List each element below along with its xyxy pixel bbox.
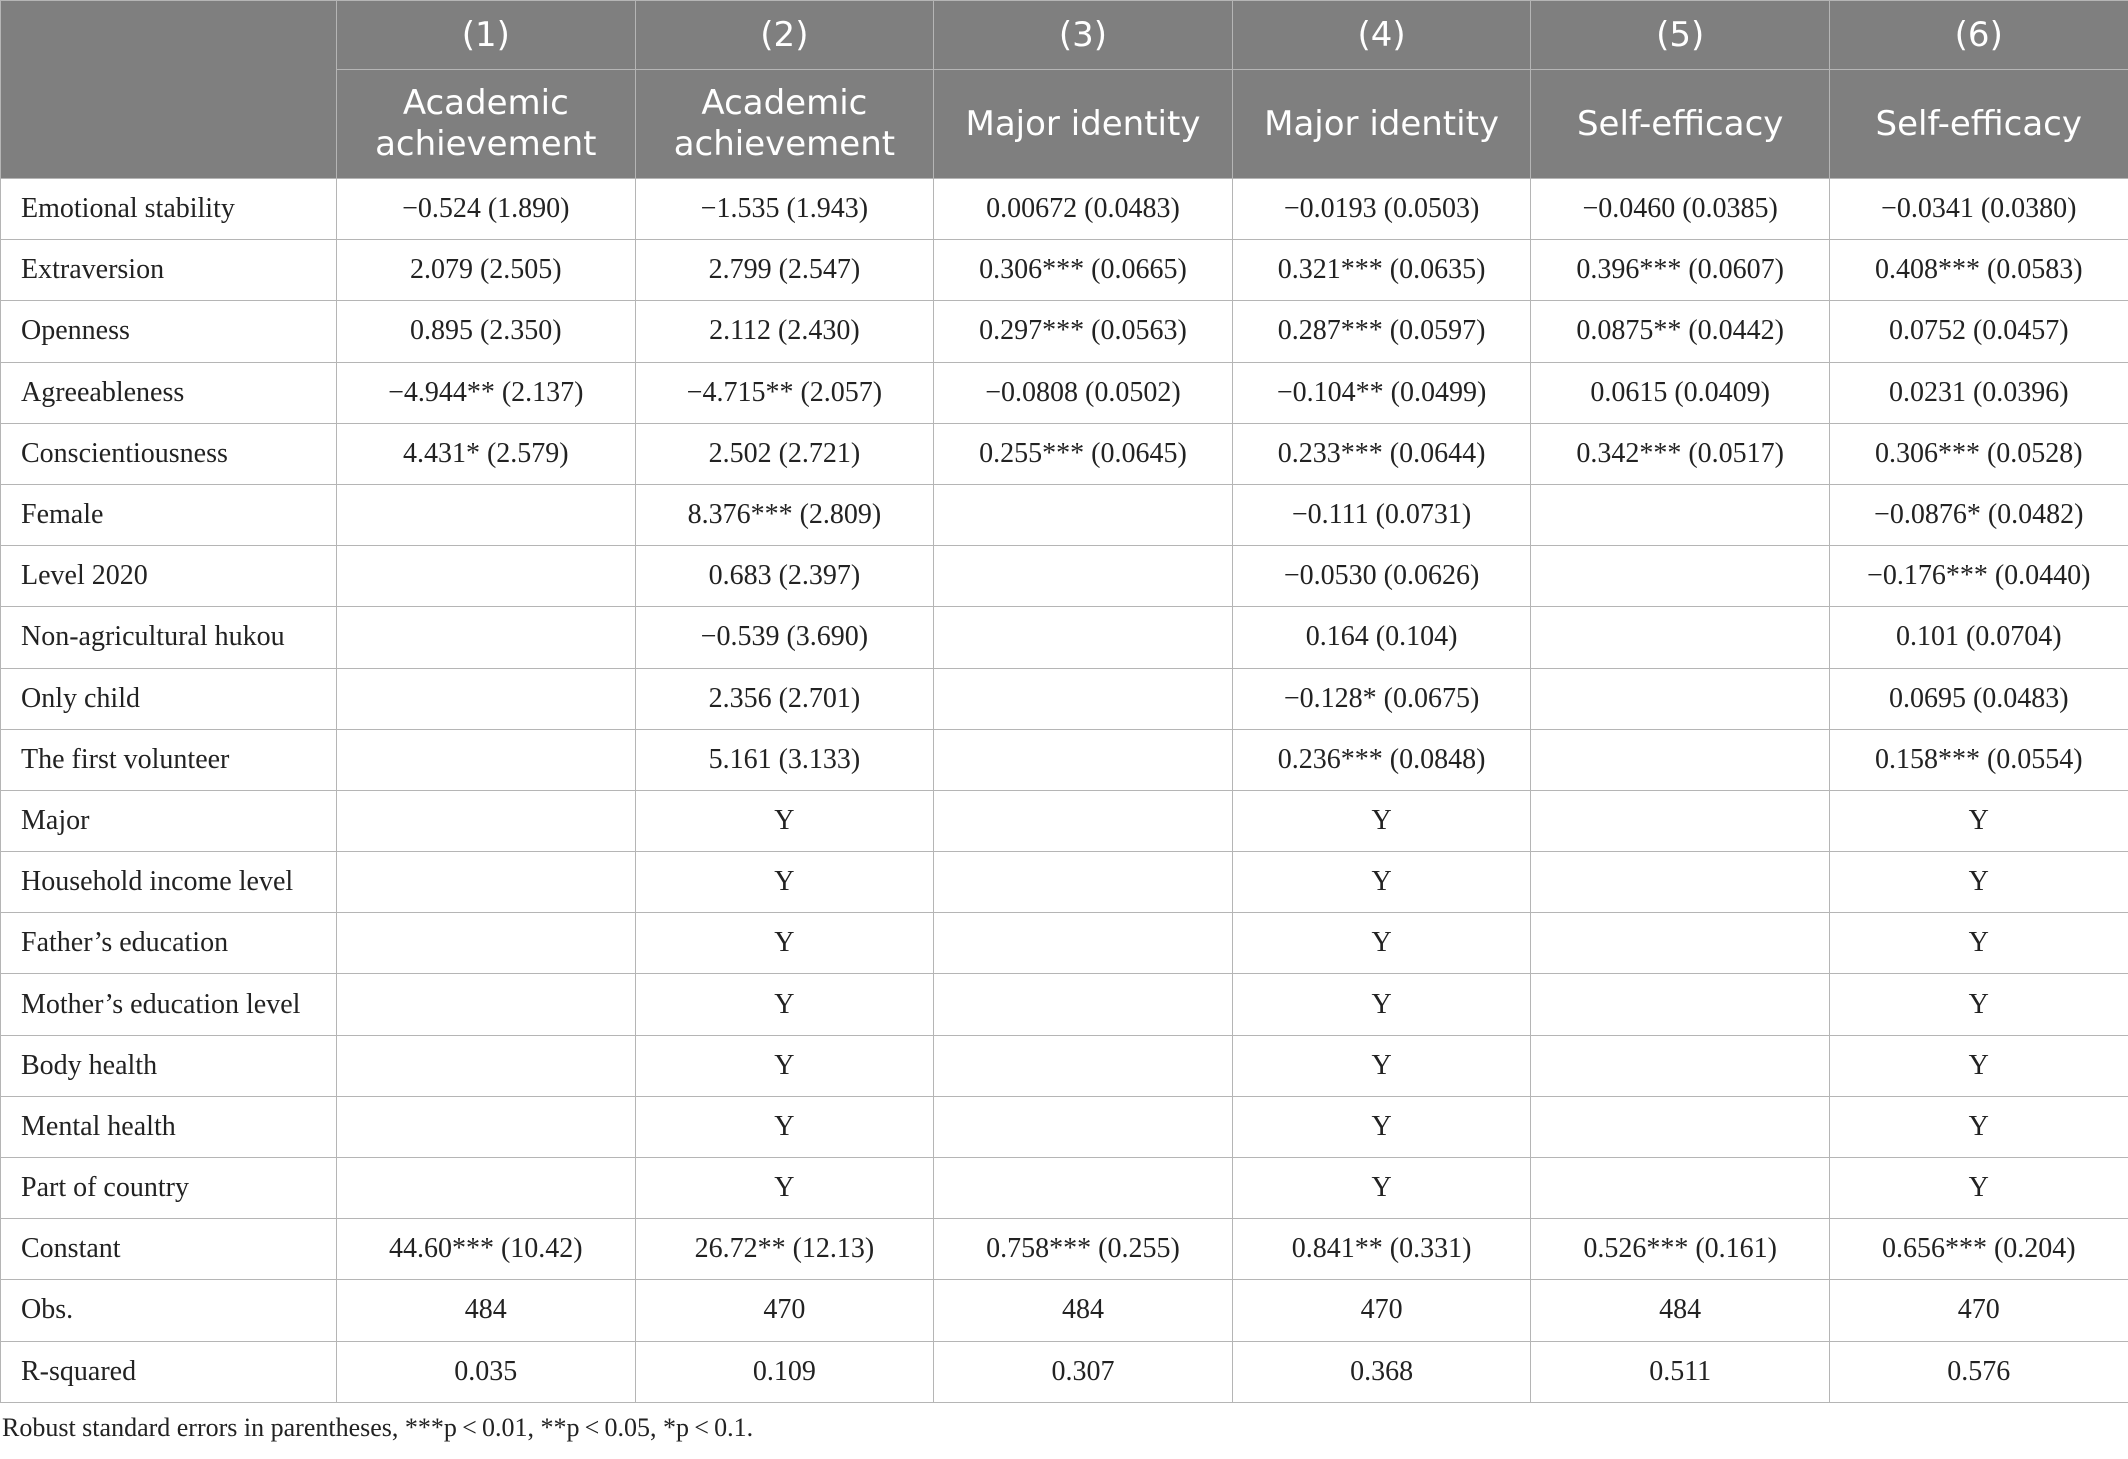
column-number-row xyxy=(1,1,2128,70)
table-cell: 0.158*** (0.0554) xyxy=(1829,729,2128,790)
table-cell: 4.431* (2.579) xyxy=(337,423,636,484)
table-cell: −1.535 (1.943) xyxy=(635,179,934,240)
table-cell xyxy=(934,852,1233,913)
row-label: Constant xyxy=(1,1219,337,1280)
table-cell: 0.758*** (0.255) xyxy=(934,1219,1233,1280)
table-cell xyxy=(934,668,1233,729)
table-cell xyxy=(1531,1158,1830,1219)
table-cell: 0.101 (0.0704) xyxy=(1829,607,2128,668)
row-label: Extraversion xyxy=(1,240,337,301)
table-row xyxy=(1,179,2128,240)
table-cell: 2.112 (2.430) xyxy=(635,301,934,362)
table-cell: 5.161 (3.133) xyxy=(635,729,934,790)
table-row xyxy=(1,607,2128,668)
table-cell: 0.0231 (0.0396) xyxy=(1829,362,2128,423)
table-cell: Y xyxy=(635,1158,934,1219)
table-row xyxy=(1,423,2128,484)
column-number: (1) xyxy=(337,1,636,70)
table-cell xyxy=(934,607,1233,668)
column-number: (5) xyxy=(1531,1,1830,70)
table-cell: 0.00672 (0.0483) xyxy=(934,179,1233,240)
table-cell: 0.306*** (0.0528) xyxy=(1829,423,2128,484)
table-cell: 2.502 (2.721) xyxy=(635,423,934,484)
row-label: R-squared xyxy=(1,1341,337,1402)
table-cell: −0.0460 (0.0385) xyxy=(1531,179,1830,240)
dependent-variable-header: Self-efficacy xyxy=(1531,70,1830,179)
table-cell: Y xyxy=(1232,790,1531,851)
table-cell: Y xyxy=(635,974,934,1035)
table-cell xyxy=(337,729,636,790)
table-row xyxy=(1,362,2128,423)
table-cell xyxy=(1531,913,1830,974)
table-cell: 0.0615 (0.0409) xyxy=(1531,362,1830,423)
row-label: Openness xyxy=(1,301,337,362)
table-cell: Y xyxy=(1232,1096,1531,1157)
table-cell: 2.356 (2.701) xyxy=(635,668,934,729)
table-cell: Y xyxy=(1232,852,1531,913)
table-cell: 484 xyxy=(934,1280,1233,1341)
table-cell: 0.255*** (0.0645) xyxy=(934,423,1233,484)
table-row xyxy=(1,1219,2128,1280)
table-cell xyxy=(1531,852,1830,913)
table-row xyxy=(1,668,2128,729)
table-cell: −0.176*** (0.0440) xyxy=(1829,546,2128,607)
table-cell: −0.104** (0.0499) xyxy=(1232,362,1531,423)
table-row xyxy=(1,240,2128,301)
table-cell xyxy=(1531,1096,1830,1157)
table-cell: Y xyxy=(635,790,934,851)
table-cell: Y xyxy=(1232,974,1531,1035)
table-cell: 0.408*** (0.0583) xyxy=(1829,240,2128,301)
table-cell: 0.895 (2.350) xyxy=(337,301,636,362)
table-cell xyxy=(1531,546,1830,607)
table-cell: 0.656*** (0.204) xyxy=(1829,1219,2128,1280)
table-cell xyxy=(337,484,636,545)
table-cell xyxy=(934,790,1233,851)
table-cell: Y xyxy=(1829,1158,2128,1219)
table-cell: −0.0193 (0.0503) xyxy=(1232,179,1531,240)
row-label: Major xyxy=(1,790,337,851)
table-cell: Y xyxy=(1829,1035,2128,1096)
table-footnote: Robust standard errors in parentheses, ***p < 0.01, **p < 0.05, *p < 0.1. xyxy=(2,1412,754,1442)
table-cell xyxy=(934,484,1233,545)
table-cell: 0.233*** (0.0644) xyxy=(1232,423,1531,484)
table-cell: 0.321*** (0.0635) xyxy=(1232,240,1531,301)
table-cell: Y xyxy=(1232,913,1531,974)
row-label: The first volunteer xyxy=(1,729,337,790)
table-cell: −4.715** (2.057) xyxy=(635,362,934,423)
table-cell: Y xyxy=(1829,790,2128,851)
table-cell: −0.524 (1.890) xyxy=(337,179,636,240)
row-label: Body health xyxy=(1,1035,337,1096)
table-cell: 0.0695 (0.0483) xyxy=(1829,668,2128,729)
table-cell: −0.0341 (0.0380) xyxy=(1829,179,2128,240)
table-row xyxy=(1,546,2128,607)
table-cell: 0.683 (2.397) xyxy=(635,546,934,607)
row-label: Part of country xyxy=(1,1158,337,1219)
table-cell: Y xyxy=(1829,1096,2128,1157)
row-label: Female xyxy=(1,484,337,545)
dependent-variable-header: Major identity xyxy=(1232,70,1531,179)
table-cell xyxy=(934,546,1233,607)
table-cell: 470 xyxy=(1232,1280,1531,1341)
table-cell xyxy=(337,1035,636,1096)
table-cell: −0.0808 (0.0502) xyxy=(934,362,1233,423)
table-cell: 8.376*** (2.809) xyxy=(635,484,934,545)
table-row xyxy=(1,484,2128,545)
table-body xyxy=(1,179,2128,1403)
header-corner-cell xyxy=(1,1,337,179)
table-cell xyxy=(337,852,636,913)
table-cell: −0.0876* (0.0482) xyxy=(1829,484,2128,545)
table-cell: 0.287*** (0.0597) xyxy=(1232,301,1531,362)
table-cell: Y xyxy=(1829,913,2128,974)
table-cell xyxy=(337,546,636,607)
table-cell: Y xyxy=(635,1096,934,1157)
table-cell xyxy=(1531,668,1830,729)
table-row xyxy=(1,1341,2128,1402)
table-cell: −4.944** (2.137) xyxy=(337,362,636,423)
table-cell: 0.576 xyxy=(1829,1341,2128,1402)
table-cell: 0.236*** (0.0848) xyxy=(1232,729,1531,790)
row-label: Obs. xyxy=(1,1280,337,1341)
table-cell: 484 xyxy=(337,1280,636,1341)
table-cell: Y xyxy=(635,852,934,913)
table-cell xyxy=(1531,974,1830,1035)
table-cell xyxy=(337,1158,636,1219)
table-cell xyxy=(934,1035,1233,1096)
table-cell xyxy=(337,607,636,668)
column-number: (6) xyxy=(1829,1,2128,70)
table-cell xyxy=(934,913,1233,974)
table-cell: 470 xyxy=(1829,1280,2128,1341)
table-row xyxy=(1,301,2128,362)
row-label: Mental health xyxy=(1,1096,337,1157)
table-cell: −0.111 (0.0731) xyxy=(1232,484,1531,545)
table-cell: 0.0875** (0.0442) xyxy=(1531,301,1830,362)
table-cell xyxy=(337,1096,636,1157)
table-cell xyxy=(1531,1035,1830,1096)
table-cell: 44.60*** (10.42) xyxy=(337,1219,636,1280)
table-cell: 2.079 (2.505) xyxy=(337,240,636,301)
table-row xyxy=(1,729,2128,790)
row-label: Emotional stability xyxy=(1,179,337,240)
table-cell: −0.0530 (0.0626) xyxy=(1232,546,1531,607)
table-cell xyxy=(1531,790,1830,851)
table-cell: 0.035 xyxy=(337,1341,636,1402)
table-cell: 0.164 (0.104) xyxy=(1232,607,1531,668)
row-label: Mother’s education level xyxy=(1,974,337,1035)
column-number: (2) xyxy=(635,1,934,70)
table-cell: Y xyxy=(635,913,934,974)
table-cell: 0.526*** (0.161) xyxy=(1531,1219,1830,1280)
table-cell xyxy=(1531,729,1830,790)
table-cell: 470 xyxy=(635,1280,934,1341)
column-number: (4) xyxy=(1232,1,1531,70)
table-row xyxy=(1,1158,2128,1219)
row-label: Conscientiousness xyxy=(1,423,337,484)
table-row xyxy=(1,913,2128,974)
table-cell: 0.0752 (0.0457) xyxy=(1829,301,2128,362)
table-cell: Y xyxy=(1232,1158,1531,1219)
table-cell: 2.799 (2.547) xyxy=(635,240,934,301)
row-label: Father’s education xyxy=(1,913,337,974)
table-row xyxy=(1,852,2128,913)
table-row xyxy=(1,1096,2128,1157)
row-label: Only child xyxy=(1,668,337,729)
table-cell xyxy=(1531,607,1830,668)
table-cell xyxy=(337,913,636,974)
table-header xyxy=(1,1,2128,179)
table-cell: −0.539 (3.690) xyxy=(635,607,934,668)
row-label: Level 2020 xyxy=(1,546,337,607)
table-cell xyxy=(934,1158,1233,1219)
table-cell: 26.72** (12.13) xyxy=(635,1219,934,1280)
table-cell xyxy=(934,1096,1233,1157)
table-cell xyxy=(1531,484,1830,545)
table-cell: 0.307 xyxy=(934,1341,1233,1402)
table-row xyxy=(1,974,2128,1035)
table-cell: 0.368 xyxy=(1232,1341,1531,1402)
table-cell: 484 xyxy=(1531,1280,1830,1341)
table-cell xyxy=(337,790,636,851)
table-cell: 0.342*** (0.0517) xyxy=(1531,423,1830,484)
row-label: Household income level xyxy=(1,852,337,913)
table-row xyxy=(1,790,2128,851)
table-cell: 0.511 xyxy=(1531,1341,1830,1402)
table-cell: 0.841** (0.331) xyxy=(1232,1219,1531,1280)
table-cell: 0.306*** (0.0665) xyxy=(934,240,1233,301)
table-cell xyxy=(934,974,1233,1035)
table-cell: 0.109 xyxy=(635,1341,934,1402)
table-cell xyxy=(337,974,636,1035)
table-cell xyxy=(934,729,1233,790)
table-row xyxy=(1,1280,2128,1341)
column-number: (3) xyxy=(934,1,1233,70)
table-cell: 0.396*** (0.0607) xyxy=(1531,240,1830,301)
table-cell: 0.297*** (0.0563) xyxy=(934,301,1233,362)
row-label: Agreeableness xyxy=(1,362,337,423)
row-label: Non-agricultural hukou xyxy=(1,607,337,668)
dependent-variable-header: Academic achievement xyxy=(337,70,636,179)
table-cell: −0.128* (0.0675) xyxy=(1232,668,1531,729)
dependent-variable-header: Self-efficacy xyxy=(1829,70,2128,179)
table-cell: Y xyxy=(1829,974,2128,1035)
table-cell: Y xyxy=(1232,1035,1531,1096)
dependent-variable-header: Academic achievement xyxy=(635,70,934,179)
table-row xyxy=(1,1035,2128,1096)
table-cell: Y xyxy=(635,1035,934,1096)
dependent-variable-header: Major identity xyxy=(934,70,1233,179)
table-cell: Y xyxy=(1829,852,2128,913)
table-cell xyxy=(337,668,636,729)
